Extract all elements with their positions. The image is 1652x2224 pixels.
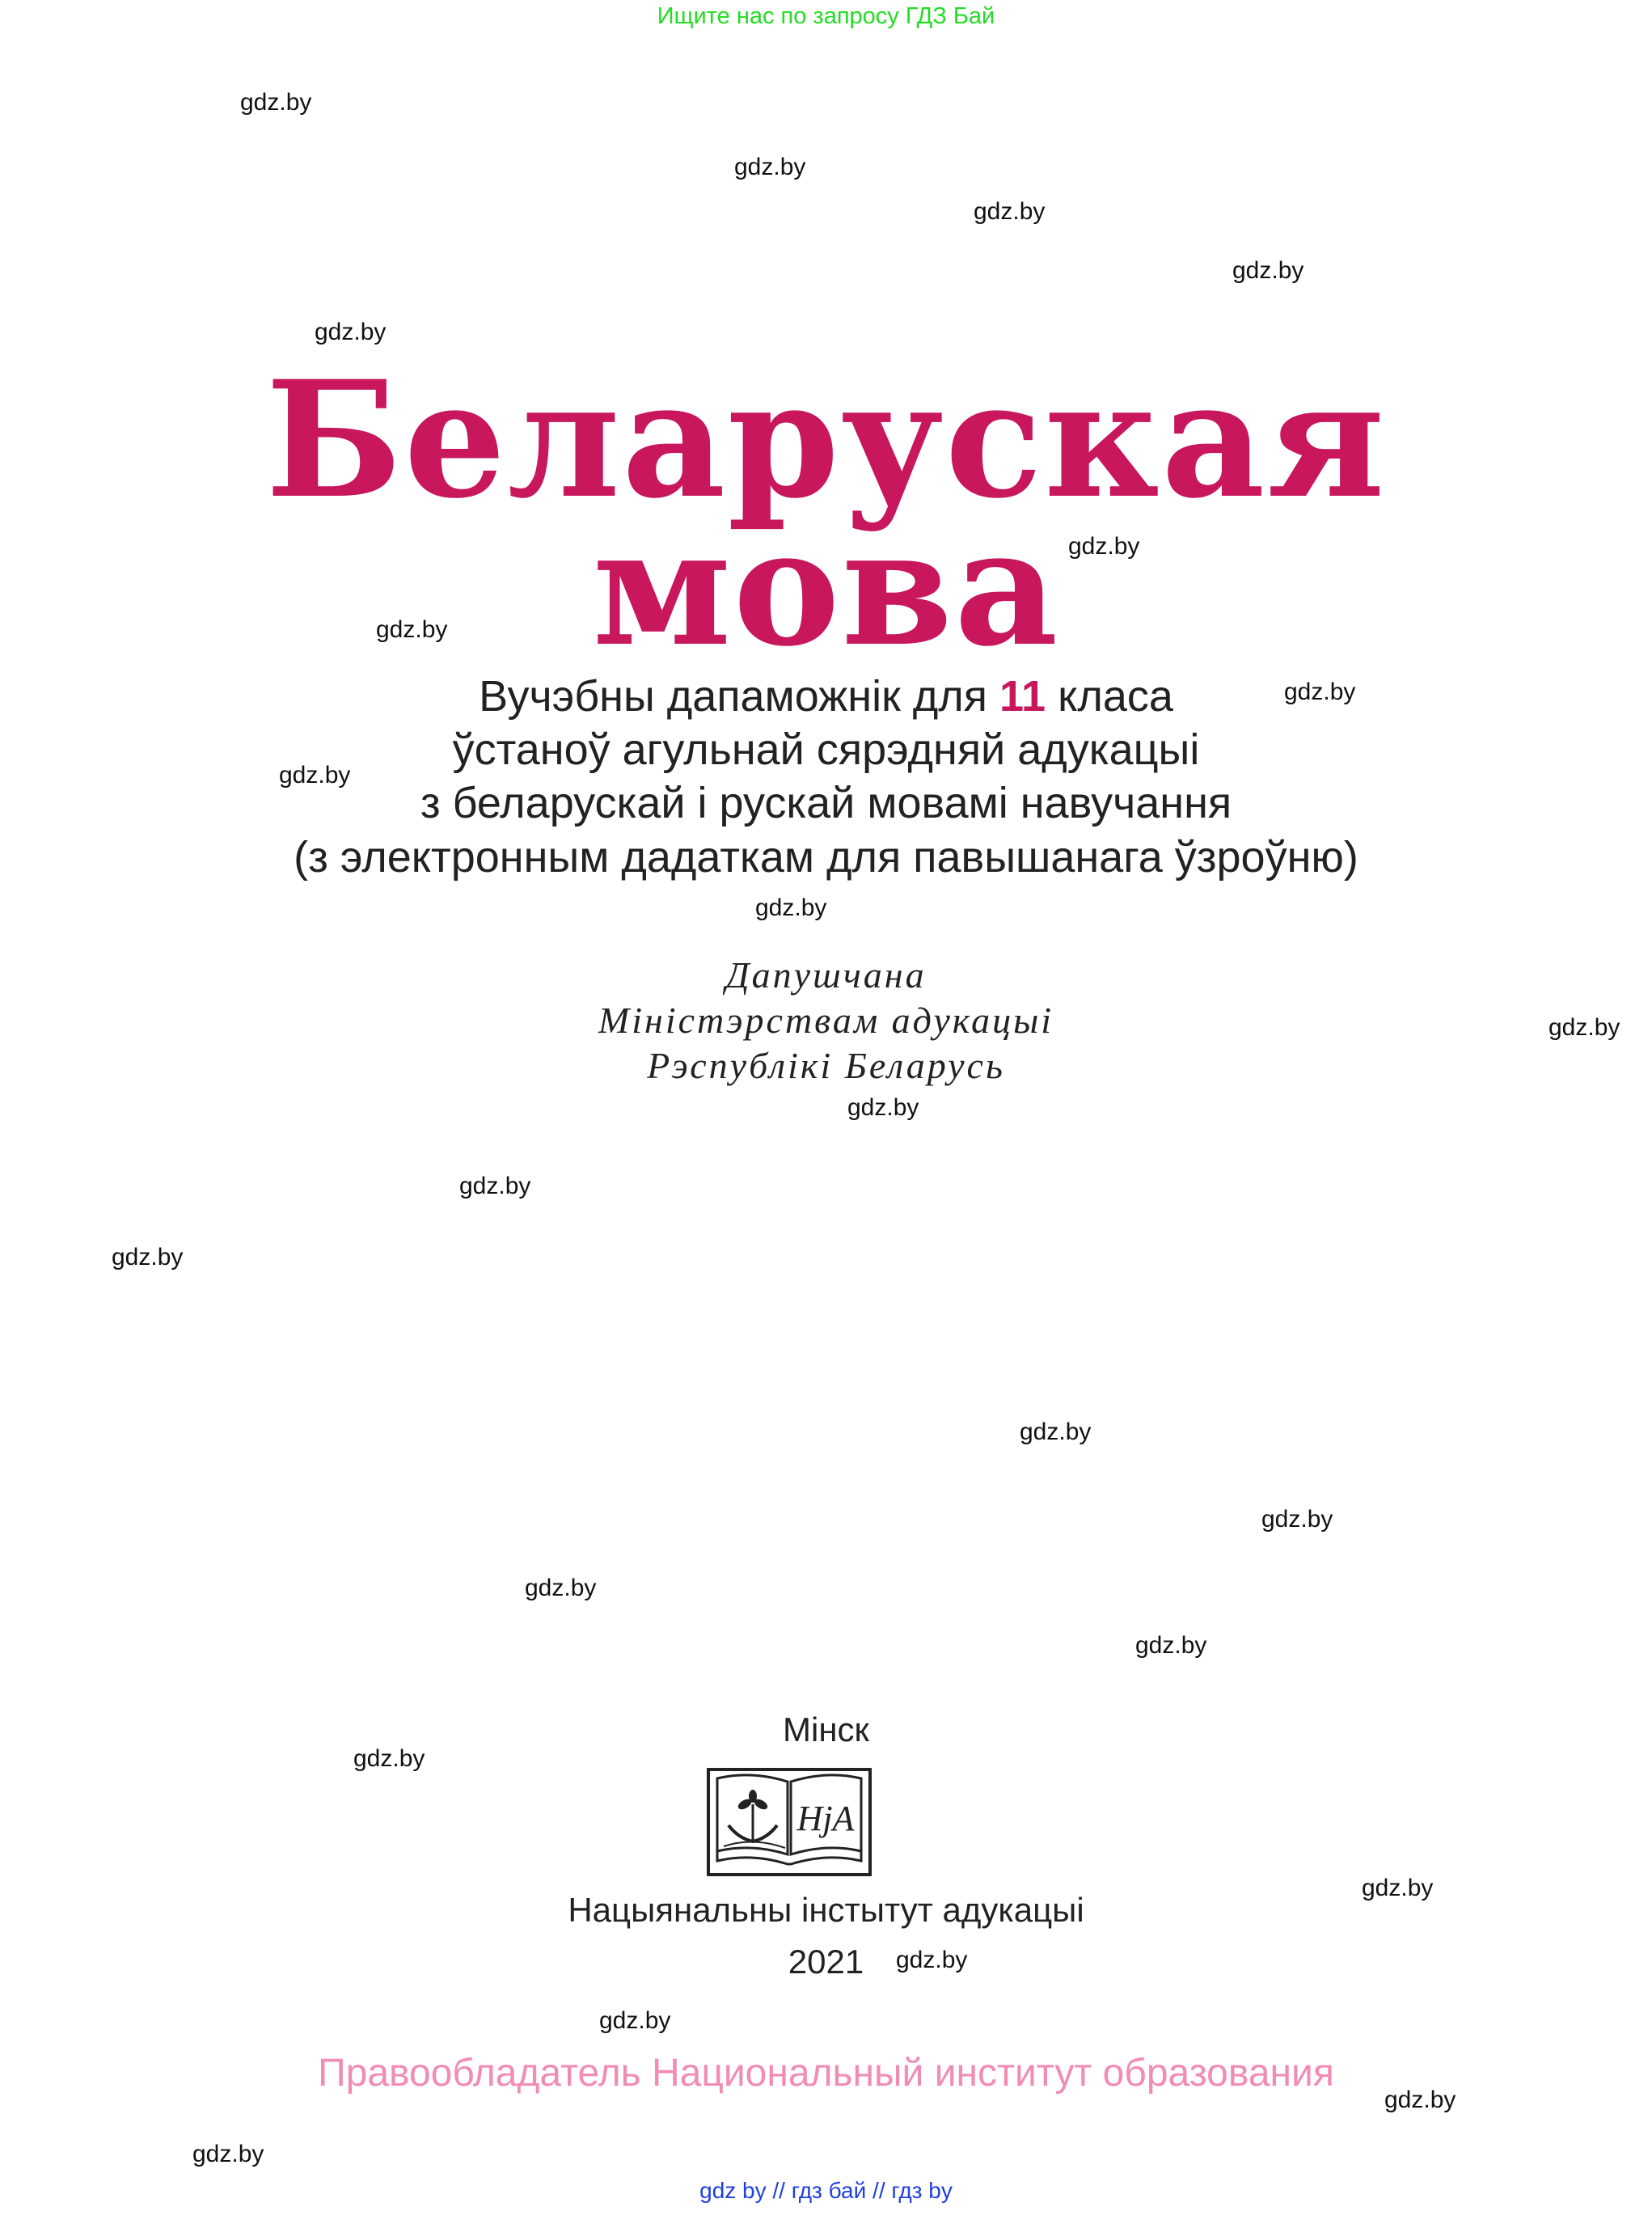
subtitle-line-4: (з электронным дадаткам для павышанага ўзроўню) [294,833,1358,882]
watermark: gdz.by [1384,2087,1456,2113]
publication-year: 2021 [788,1943,864,1981]
watermark: gdz.by [112,1244,184,1271]
approval-line-3: Рэспублікі Беларусь [647,1045,1005,1086]
watermark: gdz.by [376,616,448,643]
publisher-city: Мінск [783,1710,869,1748]
subtitle-line-1-start: Вучэбны дапаможнік для [479,672,999,721]
watermark: gdz.by [1020,1419,1092,1445]
watermark: gdz.by [459,1173,531,1199]
subtitle-line-3: з беларускай і рускай мовамі навучання [420,779,1232,827]
watermark: gdz.by [192,2141,264,2167]
rights-holder-notice: Правообладатель Национальный институт образования [318,2052,1334,2095]
watermark: gdz.by [755,894,827,921]
book-title-line-2: мова [592,493,1060,682]
watermark: gdz.by [1548,1014,1620,1041]
watermark: gdz.by [279,762,351,789]
watermark: gdz.by [525,1575,597,1601]
book-title-line-1: Беларуская [265,345,1387,534]
watermark: gdz.by [1284,679,1356,705]
watermark: gdz.by [974,198,1046,225]
subtitle-line-2: ўстаноў агульнай сярэдняй адукацыі [452,725,1200,774]
watermark: gdz.by [847,1094,919,1121]
grade-number: 11 [999,672,1046,721]
approval-line-2: Міністэрствам адукацыі [598,1000,1054,1041]
publisher-name: Нацыянальны інстытут адукацыі [568,1891,1084,1929]
svg-text:HjA: HjA [796,1799,855,1838]
watermark: gdz.by [240,89,312,116]
top-search-note: Ищите нас по запросу ГДЗ Бай [657,3,995,29]
watermark: gdz.by [1135,1632,1207,1659]
watermark: gdz.by [315,319,387,345]
footer-links[interactable]: gdz by // гдз бай // гдз by [699,2178,953,2203]
subtitle-line-1 [0,672,1652,721]
watermark: gdz.by [599,2007,671,2034]
watermark: gdz.by [1068,533,1140,560]
watermark: gdz.by [896,1947,968,1973]
publisher-logo-icon [706,1767,872,1877]
watermark: gdz.by [353,1745,425,1772]
watermark: gdz.by [1362,1875,1434,1901]
subtitle-line-1-end: класа [1046,672,1173,721]
watermark: gdz.by [1261,1506,1333,1533]
watermark: gdz.by [734,154,806,180]
watermark: gdz.by [1232,257,1304,284]
approval-line-1: Дапушчана [725,954,927,996]
